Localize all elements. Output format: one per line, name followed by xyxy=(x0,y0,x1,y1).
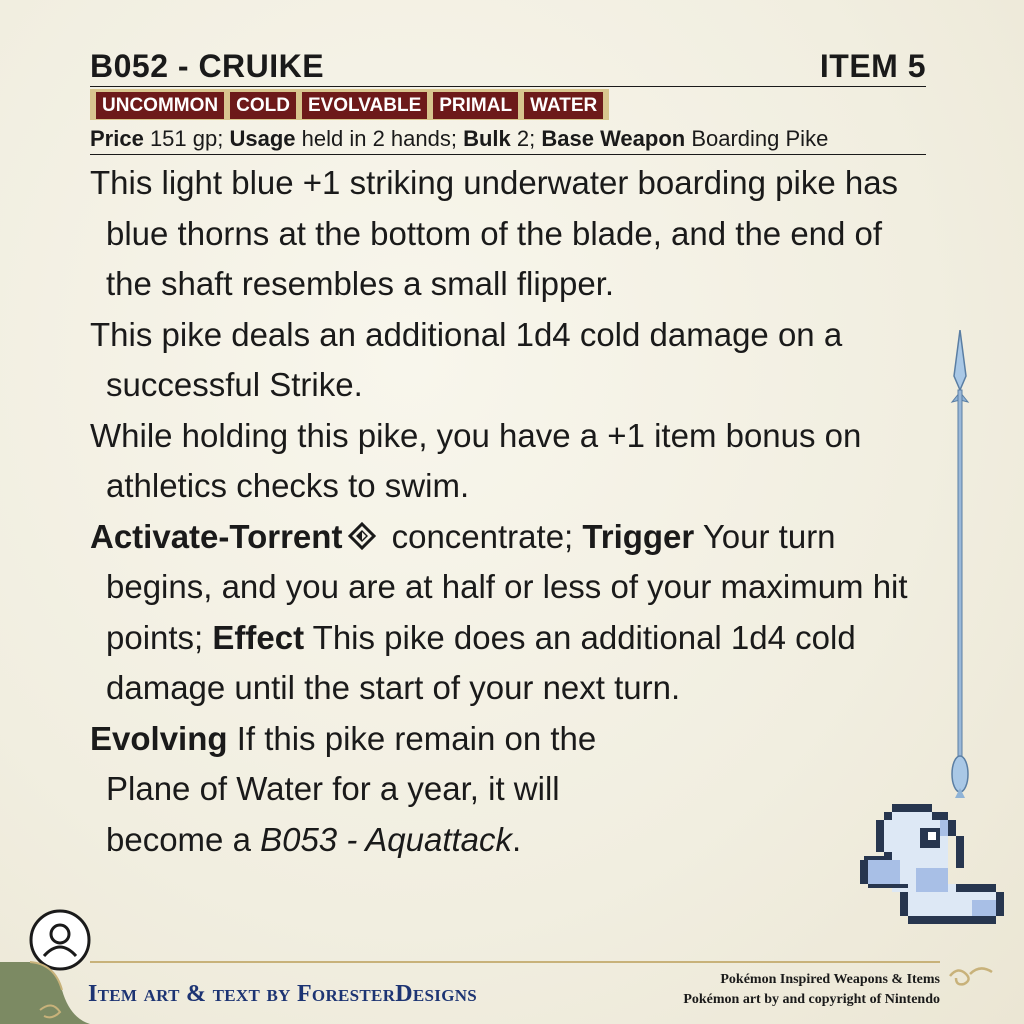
trigger-label: Trigger xyxy=(582,517,695,555)
author-credit: Item art & text by ForesterDesigns xyxy=(88,981,478,1007)
evolving-label: Evolving xyxy=(90,719,228,757)
usage-label: Usage xyxy=(229,126,296,151)
item-header xyxy=(90,48,926,87)
trait-cold: COLD xyxy=(229,91,297,120)
description-paragraph-3: While holding this pike, you have a +1 item bonus on athletics checks to swim. xyxy=(90,416,862,504)
copyright-notice: Pokémon art by and copyright of Nintendo xyxy=(683,992,940,1007)
activate-label: Activate-Torrent xyxy=(90,517,343,555)
activate-traits: concentrate; xyxy=(382,517,583,555)
trait-bar xyxy=(90,89,609,120)
description-paragraph-2: This pike deals an additional 1d4 cold damage on a successful Strike. xyxy=(90,315,843,403)
base-weapon-value: Boarding Pike xyxy=(685,126,829,151)
trait-uncommon: UNCOMMON xyxy=(95,91,225,120)
item-stats-line xyxy=(90,124,926,155)
base-weapon-label: Base Weapon xyxy=(541,126,686,151)
price-value: 151 gp; xyxy=(143,126,230,151)
activation-block xyxy=(90,512,935,714)
item-level: ITEM 5 xyxy=(819,48,926,84)
evolving-text: If this pike remain on the Plane of Water for a year, it will become a xyxy=(106,719,597,858)
evolving-block xyxy=(90,714,935,866)
series-credit xyxy=(683,970,940,1010)
usage-value: held in 2 hands; xyxy=(295,126,464,151)
free-action-icon xyxy=(348,522,376,550)
trait-primal: PRIMAL xyxy=(432,91,519,120)
effect-text: This pike does an additional 1d4 cold damage until the start of your next turn. xyxy=(106,618,856,706)
trait-evolvable: EVOLVABLE xyxy=(301,91,428,120)
item-title: B052 - CRUIKE xyxy=(90,48,325,84)
evolution-target: B053 - Aquattack xyxy=(260,820,513,858)
effect-label: Effect xyxy=(212,618,305,656)
description-paragraph-1: This light blue +1 striking underwater boarding pike has blue thorns at the bottom of the blade, and the end of the shaft resembles a small flipper. xyxy=(90,164,899,302)
trait-water: WATER xyxy=(523,91,604,120)
bulk-value: 2; xyxy=(510,126,542,151)
price-label: Price xyxy=(90,126,144,151)
item-description xyxy=(90,158,935,865)
boarding-pike-illustration xyxy=(940,330,980,800)
trigger-text: Your turn begins, and you are at half or less of your maximum hit points; xyxy=(106,517,908,656)
series-title: Pokémon Inspired Weapons & Items xyxy=(720,972,940,987)
bulk-label: Bulk xyxy=(463,126,511,151)
pokemon-pixel-art xyxy=(860,796,1008,944)
evolving-end: . xyxy=(512,820,522,858)
